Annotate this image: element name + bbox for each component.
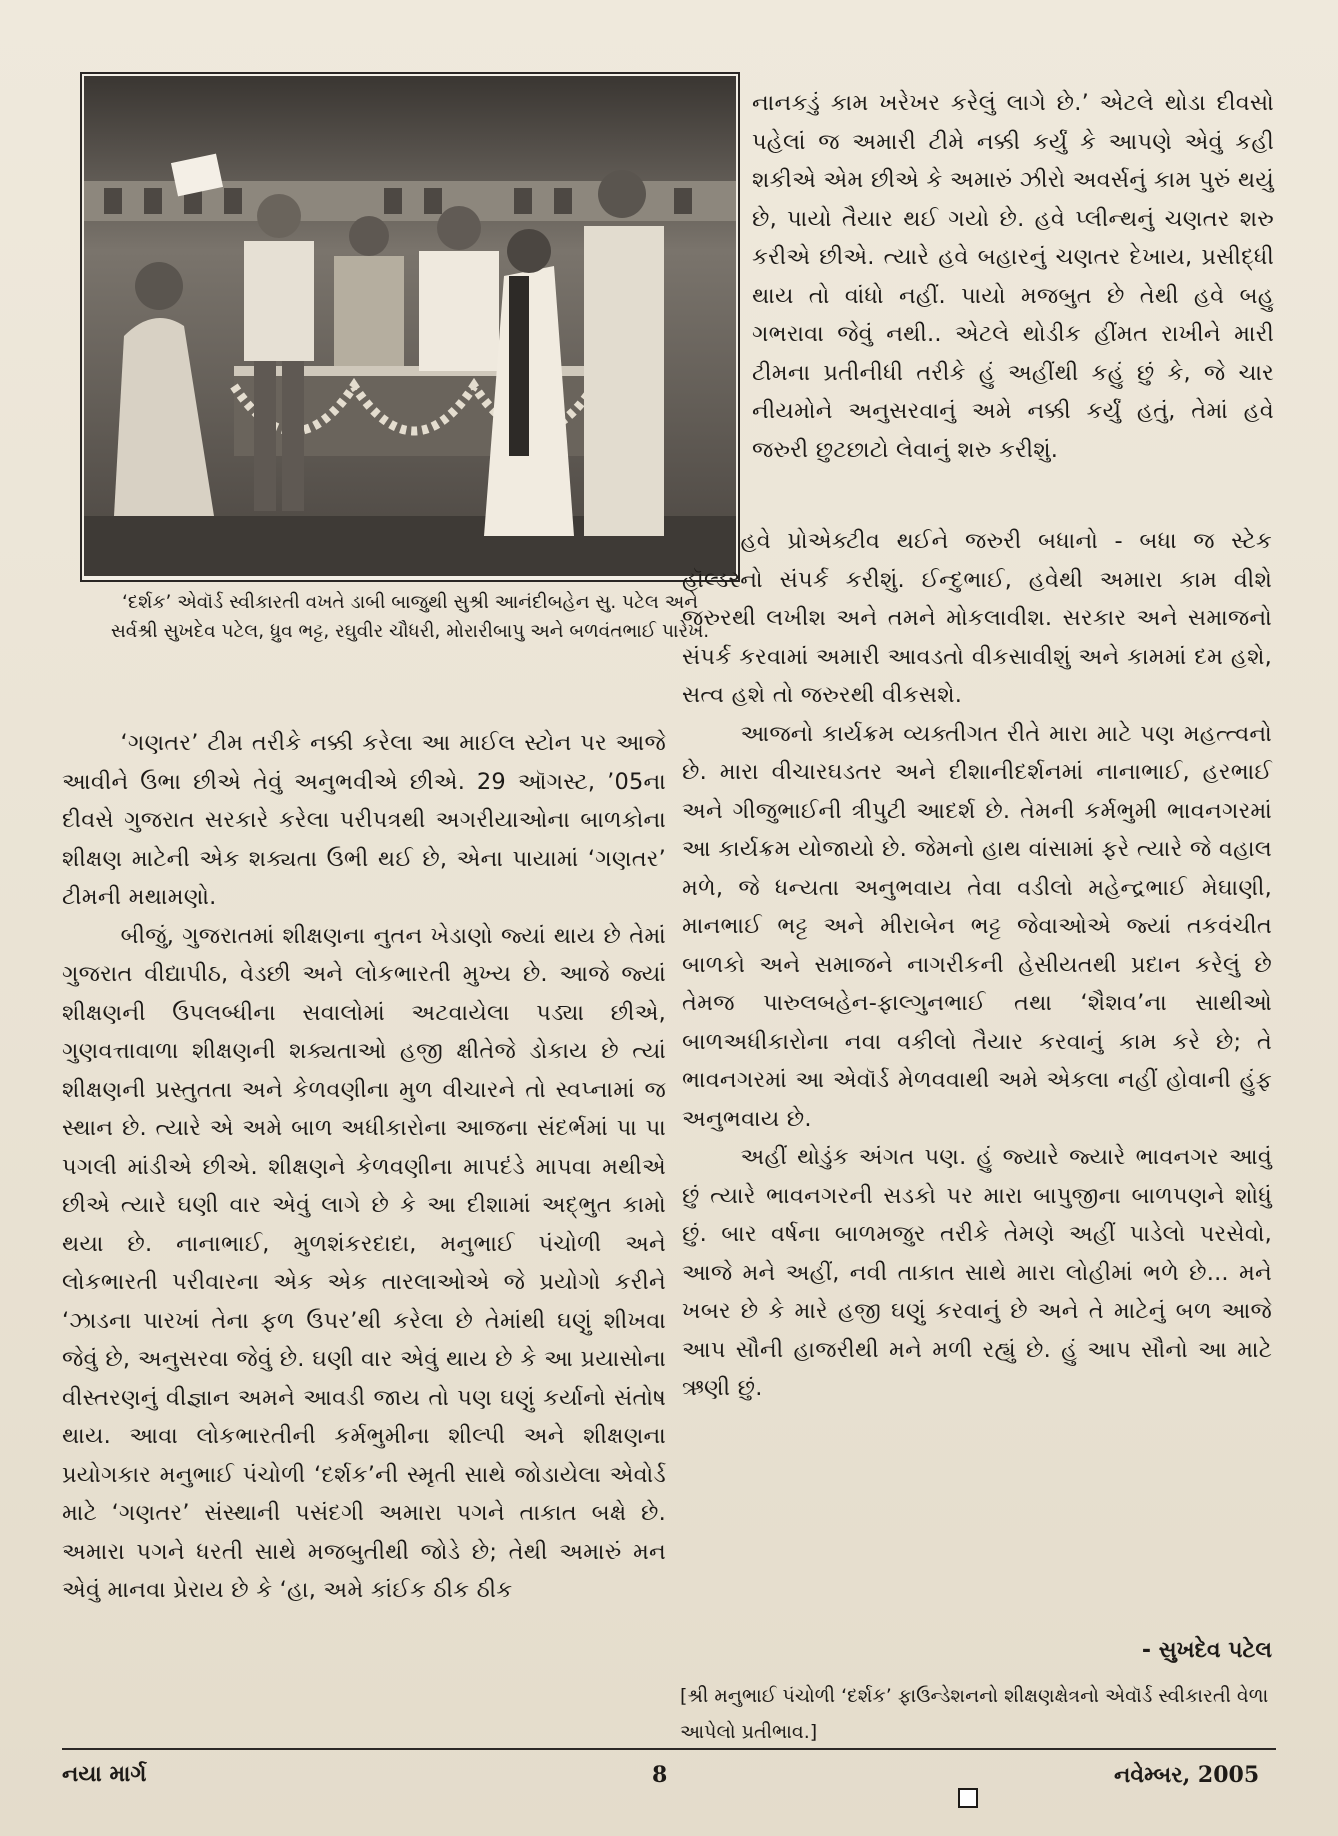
paragraph: અહીં થોડુંક અંગત પણ. હું જ્યારે જ્યારે ભાવનગર આવું છું ત્યારે ભાવનગરની સડકો પર મારા બાપુજીના બાળપણને શોધું છું. બાર વર્ષના બાળમજુર તરીકે તેમણે અહીં પાડેલો પરસેવો, આજે મને અહીં, નવી તાકાત સાથે મારા લોહીમાં ભળે છે... મને ખબર છે કે મારે હજી ઘણું કરવાનું છે અને તે માટેનું બળ આજે આપ સૌની હાજરીથી મને મળી રહ્યું છે. હું આપ સૌનો આ માટે ઋણી છું.	[682, 1144, 1272, 1401]
article-column-right-top	[752, 84, 1274, 469]
paragraph: નાનકડું કામ ખરેખર કરેલું લાગે છે.’ એટલે થોડા દીવસો પહેલાં જ અમારી ટીમે નક્કી કર્યું કે આપણે એવું કહી શકીએ એમ છીએ કે અમારું ઝીરો અવર્સનું કામ પુરું થયું છે, પાયો તૈયાર થઈ ગયો છે. હવે પ્લીન્થનું ચણતર શરુ કરીએ છીએ. ત્યારે હવે બહારનું ચણતર દેખાય, પ્રસીદ્ધી થાય તો વાંધો નહીં. પાયો મજબુત છે તેથી હવે બહુ ગભરાવા જેવું નથી.. એટલે થોડીક હીંમત રાખીને મારી ટીમના પ્રતીનીધી તરીકે હું અહીંથી કહું છું કે, જે ચાર નીયમોને અનુસરવાનું અમે નક્કી કર્યું હતું, તેમાં હવે જરુરી છુટછાટો લેવાનું શરુ કરીશું.	[752, 90, 1274, 463]
issue-date: નવેમ્બર, 2005	[1114, 1762, 1260, 1788]
article-column-right-bottom	[682, 522, 1272, 1408]
magazine-name: નયા માર્ગ	[62, 1762, 147, 1787]
paragraph: હવે પ્રોએક્ટીવ થઈને જરુરી બધાનો - બધા જ સ્ટેક હૉલ્ડરનો સંપર્ક કરીશું. ઈન્દુભાઈ, હવેથી અમારા કામ વીશે જરુરથી લખીશ અને તમને મોકલાવીશ. સરકાર અને સમાજનો સંપર્ક કરવામાં અમારી આવડતો વીકસાવીશું અને કામમાં દમ હશે, સત્વ હશે તો જરુરથી વીકસશે.	[682, 528, 1272, 708]
page-number: 8	[652, 1762, 668, 1788]
photo-caption: ‘દર્શક’ એવૉર્ડ સ્વીકારતી વખતે ડાબી બાજુથી સુશ્રી આનંદીબહેન સુ. પટેલ અને સર્વશ્રી સુખદેવ પટેલ, ધ્રુવ ભટ્ટ, રઘુવીર ચૌધરી, મોરારીબાપુ અને બળવંતભાઈ પારેખ.	[110, 592, 710, 642]
end-of-article-square-icon	[958, 1788, 978, 1808]
article-column-left	[62, 724, 666, 1610]
paragraph: આજનો કાર્યક્રમ વ્યક્તીગત રીતે મારા માટે પણ મહત્ત્વનો છે. મારા વીચારઘડતર અને દીશાનીદર્શનમાં નાનાભાઈ, હરભાઈ અને ગીજુભાઈની ત્રીપુટી આદર્શ છે. તેમની કર્મભુમી ભાવનગરમાં આ કાર્યક્રમ યોજાયો છે. જેમનો હાથ વાંસામાં ફરે ત્યારે જે વહાલ મળે, જે ધન્યતા અનુભવાય તેવા વડીલો મહેન્દ્રભાઈ મેઘાણી, માનભાઈ ભટ્ટ અને મીરાબેન ભટ્ટ જેવાઓએ જ્યાં તકવંચીત બાળકો અને સમાજને નાગરીકની હેસીયતથી પ્રદાન કરેલું છે તેમજ પારુલબહેન-ફાલ્ગુનભાઈ તથા ‘શૈશવ’ના સાથીઓ બાળઅધીકારોના નવા વકીલો તૈયાર કરવાનું કામ કરે છે; તે ભાવનગરમાં આ એવૉર્ડ મેળવવાથી અમે એકલા નહીં હોવાની હુંફ અનુભવાય છે.	[682, 720, 1272, 1132]
paragraph: બીજું, ગુજરાતમાં શીક્ષણના નુતન ખેડાણો જ્યાં થાય છે તેમાં ગુજરાત વીદ્યાપીઠ, વેડછી અને લોકભારતી મુખ્ય છે. આજે જ્યાં શીક્ષણની ઉપલબ્ધીના સવાલોમાં અટવાયેલા પડ્યા છીએ, ગુણવત્તાવાળા શીક્ષણની શક્યતાઓ હજી ક્ષીતેજે ડોકાય છે ત્યાં શીક્ષણની પ્રસ્તુતતા અને કેળવણીના મુળ વીચારને તો સ્વપ્નામાં જ સ્થાન છે. ત્યારે એ અમે બાળ અધીકારોના આજના સંદર્ભમાં પા પા પગલી માંડીએ છીએ. શીક્ષણને કેળવણીના માપદંડે માપવા મથીએ છીએ ત્યારે ઘણી વાર એવું લાગે છે કે આ દીશામાં અદ્ભુત કામો થયા છે. નાનાભાઈ, મુળશંકરદાદા, મનુભાઈ પંચોળી અને લોકભારતી પરીવારના એક એક તારલાઓએ જે પ્રયોગો કરીને ‘ઝાડના પારખાં તેના ફળ ઉપર’થી કરેલા છે તેમાંથી ઘણું શીખવા જેવું છે, અનુસરવા જેવું છે. ઘણી વાર એવું થાય છે કે આ પ્રયાસોના વીસ્તરણનું વીજ્ઞાન અમને આવડી જાય તો પણ ઘણું કર્યાનો સંતોષ થાય. આવા લોકભારતીની કર્મભુમીના શીલ્પી અને શીક્ષણના પ્રયોગકાર મનુભાઈ પંચોળી ‘દર્શક’ની સ્મૃતી સાથે જોડાયેલા એવોર્ડ માટે ‘ગણતર’ સંસ્થાની પસંદગી અમારા પગને તાકાત બક્ષે છે. અમારા પગને ધરતી સાથે મજબુતીથી જોડે છે; તેથી અમારું મન એવું માનવા પ્રેરાય છે કે ‘હા, અમે કાંઈક ઠીક ઠીક	[62, 922, 666, 1603]
footer-divider	[62, 1748, 1276, 1750]
editor-note: [શ્રી મનુભાઈ પંચોળી ‘દર્શક’ ફાઉન્ડેશનનો શીક્ષણક્ષેત્રનો એવૉર્ડ સ્વીકારતી વેળા આપેલો પ્રતીભાવ.]	[680, 1685, 1269, 1743]
award-ceremony-photo	[84, 76, 736, 576]
author-signature: - સુખદેવ પટેલ	[1141, 1638, 1272, 1663]
paragraph: ‘ગણતર’ ટીમ તરીકે નક્કી કરેલા આ માઈલ સ્ટોન પર આજે આવીને ઉભા છીએ તેવું અનુભવીએ છીએ. 29 ઑગસ્ટ, ’05ના દીવસે ગુજરાત સરકારે કરેલા પરીપત્રથી અગરીયાઓના બાળકોના શીક્ષણ માટેની એક શક્યતા ઉભી થઈ છે, એના પાયામાં ‘ગણતર’ ટીમની મથામણો.	[62, 730, 666, 910]
photo-frame	[80, 72, 740, 642]
